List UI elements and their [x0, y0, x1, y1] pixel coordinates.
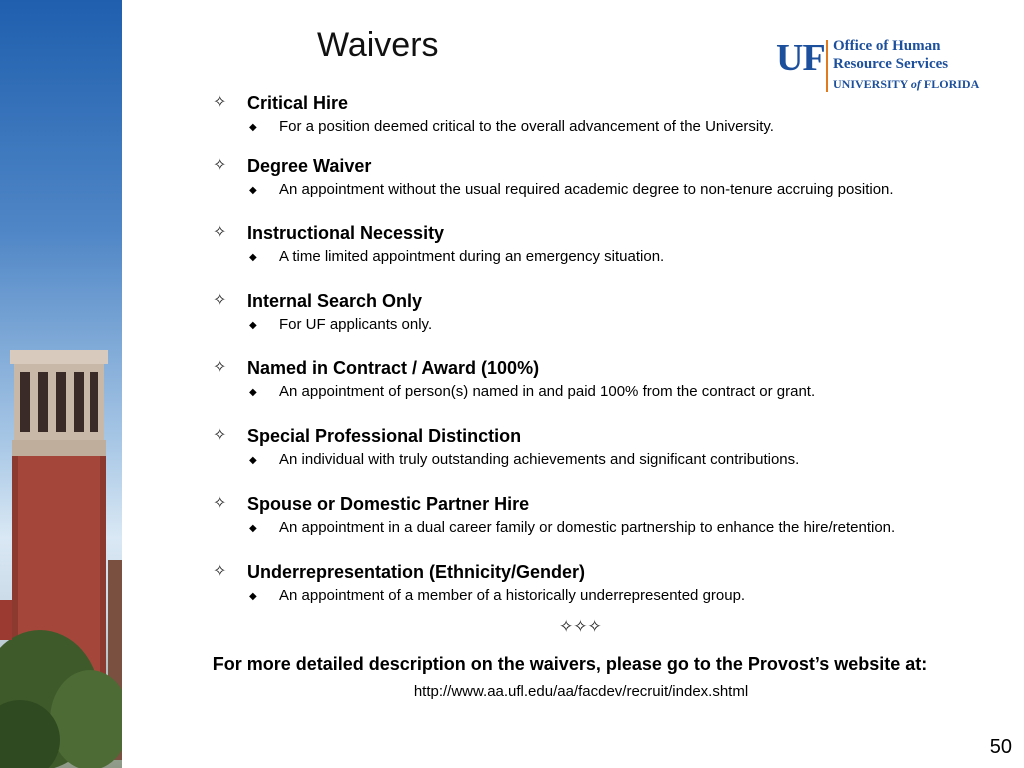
- waiver-heading: Internal Search Only: [247, 291, 423, 311]
- waiver-description: For a position deemed critical to the overall advancement of the University.: [279, 118, 774, 135]
- diamond-bullet-icon: ◆: [249, 185, 257, 196]
- waiver-description: An individual with truly outstanding achievements and significant contributions.: [279, 451, 800, 468]
- diamond-bullet-icon: ◆: [249, 455, 257, 466]
- waiver-heading: Named in Contract / Award (100%): [247, 358, 540, 378]
- star-bullet-icon: ✧: [213, 224, 227, 241]
- separator-stars: ✧✧✧: [559, 617, 602, 636]
- waiver-description: For UF applicants only.: [279, 316, 433, 333]
- century-tower-image: [0, 0, 122, 768]
- sidebar-photo: [0, 0, 122, 768]
- diamond-bullet-icon: ◆: [249, 320, 257, 331]
- waiver-description: An appointment without the usual required academic degree to non-tenure accruing position.: [279, 181, 894, 198]
- slide-title: Waivers: [317, 26, 439, 64]
- waiver-heading: Underrepresentation (Ethnicity/Gender): [247, 562, 586, 582]
- waiver-heading: Spouse or Domestic Partner Hire: [247, 494, 530, 514]
- waiver-description: An appointment in a dual career family or domestic partnership to enhance the hire/retention.: [279, 519, 896, 536]
- logo-mark: UF: [776, 37, 825, 79]
- page-number: 50: [989, 736, 1012, 758]
- waiver-heading: Instructional Necessity: [247, 223, 445, 243]
- waiver-description: An appointment of a member of a historically underrepresented group.: [279, 587, 746, 604]
- star-bullet-icon: ✧: [213, 427, 227, 444]
- star-bullet-icon: ✧: [213, 563, 227, 580]
- provost-link[interactable]: http://www.aa.ufl.edu/aa/facdev/recruit/index.shtml: [413, 683, 749, 700]
- diamond-bullet-icon: ◆: [249, 387, 257, 398]
- star-bullet-icon: ✧: [213, 94, 227, 111]
- logo-line-1: Office of Human: [833, 38, 941, 54]
- diamond-bullet-icon: ◆: [249, 252, 257, 263]
- waiver-description: An appointment of person(s) named in and paid 100% from the contract or grant.: [279, 383, 816, 400]
- uf-hr-logo: [774, 36, 994, 96]
- footer-note: For more detailed description on the waivers, please go to the Provost’s website at:: [212, 654, 928, 674]
- waiver-description: A time limited appointment during an emergency situation.: [279, 248, 665, 265]
- waiver-heading: Degree Waiver: [247, 156, 372, 176]
- waiver-heading: Critical Hire: [247, 93, 349, 113]
- logo-line-3: UNIVERSITY of FLORIDA: [833, 77, 980, 91]
- waiver-heading: Special Professional Distinction: [247, 426, 522, 446]
- diamond-bullet-icon: ◆: [249, 591, 257, 602]
- star-bullet-icon: ✧: [213, 359, 227, 376]
- logo-divider: [826, 40, 828, 92]
- star-bullet-icon: ✧: [213, 292, 227, 309]
- star-bullet-icon: ✧: [213, 495, 227, 512]
- star-bullet-icon: ✧: [213, 157, 227, 174]
- diamond-bullet-icon: ◆: [249, 523, 257, 534]
- logo-line-2: Resource Services: [833, 56, 949, 72]
- diamond-bullet-icon: ◆: [249, 122, 257, 133]
